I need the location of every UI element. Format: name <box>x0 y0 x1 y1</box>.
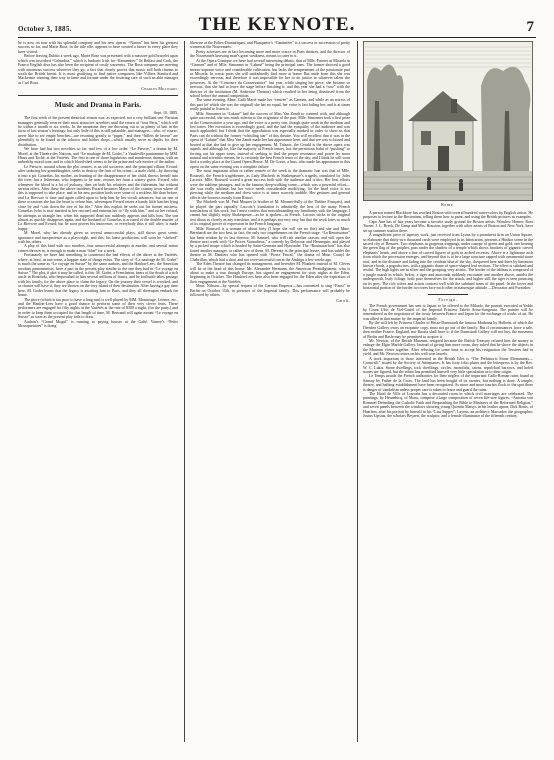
illustration-drawing <box>363 41 533 201</box>
divider <box>428 294 468 295</box>
paragraph: Mlle. Rousseil is a woman of about forty (I hope she will see no this) and she and Mme. Bernhardt are the two best, in fact, the only two tragediennes on the French stage. “La Renaissance” has been retaken by its last director, M. Samuel, who will risk another season, and will open the theatre next week with “Le Procès Vauradieux,” a comedy by Delacour and Hennequin, and played by a picked troupe which is headed by Saint-Germain and Hyacinthe. The “Bouinarachois” has also found another manager, or rather two of them. M. Derenty is the principal lessee, and has sublet the theatre to M. Daniiers who has opened with “Pierre Pascal,” the drama of Mme. Coutyl de Chabrillan, which had a short and not over-successful run at the Ambigu a few weeks ago. <box>190 225 350 262</box>
column-rule-2 <box>357 41 358 742</box>
paragraph: A person named Blackbore has reached Boston with several hundred water-colors by English artists. He proposes to lecture to the Bostonians, telling them how to paint, and using the British pictures as examples. <box>363 210 533 220</box>
paragraph: likewise at the Folies-Dramatiques, and Planquette’s “Cantinière” is a success or succession of pretty women at the Nouveautés. <box>190 41 350 50</box>
paragraph: The first week of the present theatrical season was, as expected, not a very brilliant one. Parisian managers generally reserve their most attractive novelties until the return of “tout Paris,” which will be within a month or six weeks. In the meantime they are throwing out to us plenty of bait in the form of last season’s leavings; but only little of this is still palatable, and managers—who, of course, never like to see empty benches—are resorting greatly to “paper,” and their “billets de faveur” are plentifully to be found in the tobacco and barber shops—which usually serve as depôts for their distribution. <box>18 115 178 147</box>
page-header <box>18 13 536 38</box>
paragraph: Mlle. Simonnet in “Lakmé” had the success of Miss Van Zandt to contend with, and although quite successful, she was much inferior to the originator of the part. Mlle. Simonnet took a first prize at the Conservatoire a year ago, and the voice is a pretty one, though quite weak in the medium and low tones. Her execution is exceedingly good, and she had the sympathy of the audience and was much applauded; but I think that the approbation was especially marked in order to show us that Paris can do without the former “whistling star” of this theatre. You will recollect that it was in the opera of “Lakmé” that Miss Van Zandt made her last appearance here, and that see was so hissed and hooted at that she had to give up her engagement. M. Talazac, the Gerald is the above opera was superb, and although he, like the majority of French tenors, has the pernicious habit of “pushing” or forcing out his upper tones, instead of seeking to find the proper resonance and power by more natural and scientific means, he is certainly the best French tenor of the day, and I think he will soon find a worthy place at the Grand Opera House. M. De Grave, a bass, who made his appearance in this opera on the same evening was a complete failure. <box>190 110 350 169</box>
paragraph: The French government has sent to Japan, to be offered to the Mikado, the portrait executed at Yeddo by Count Ulric de Viel-Castel of the Imperial Princess Takéto Arisu-Songoura. The painter will be remembered as the negotiator of the treaty between France and Japan for the exchange of works of art. He was allied in that matter by the imperial family. <box>363 302 533 321</box>
issue-date: October 3, 1885. <box>18 25 72 33</box>
paragraph: The most important affair or rather rentrée of the week in the dramatic line was that of Mlle. Rousseil, the French tragédienne, as Lady Macbeth in Shakespeare’s tragedy, translated by Jules Lacroix. Mlle. Rousseil scored a great success both with the audience and critics. Her best efforts were the sublime passages, and in the famous sleep-walking scene—which was a powerful effort—she was really sublime, but her voice needs considerable modifying, for the head voice is too piercing while the medium and chest voice is at times scarcely audible. Her gestures and general effects she borrows mostly from Ristori. <box>190 168 350 200</box>
masthead-title: THE KEYNOTE. <box>198 14 356 35</box>
paragraph: The Eden Theatre has changed its management, and hereafter M. Plunkett instead of M. Cléves will be at the head of this house. Mr. Alexandre Hermann, the American Prestidigitateur, who is about to make a tour through Europe, has signed an engagement for sixty nights at the Eden, beginning in October. The Hanlon-Lees have also been engaged for the Eden after the expiration of their engagement at the Variétés. <box>190 261 350 284</box>
paragraph: Pretty actresses are in fact becoming more and more scarce in Paris theatres, and the director of the Nouveautés knowing man’s great weakness, means to cater to it. <box>190 48 350 59</box>
paragraph: M. Morel, who has already given us several unsuccessful plays, still shows great scenic ignorance and inexperience as a playwright, and this, his latest production, will soon be “shelved” with his others. <box>18 230 178 245</box>
paragraph: We have had but two novelties so far, and few of a low order. “Le Pievrre,” a drama by M. Morel, at the Theatre des Nations, and “Le naufrage de M. Godet,” a Vaudeville pantomime by MM. Hinzs and Tochê, at the Variétés. The first is one of those lugubrious and murderous dramas, with an unhealthy moral tone, and in which blood-shed seems to be the prime and sole motive of the author. <box>18 146 178 165</box>
author-signature: Caroli. <box>336 298 350 304</box>
paragraph: Audran’s “Grand Mogul” is running to paying houses at the Gaîté. Varney’s “Petits Mousquetaires” is doing <box>18 318 178 329</box>
section-label: Home. <box>440 203 456 207</box>
paragraph: At the Opera Comique we have had several interesting débuts, that of Mlle. Patoret as Micaela in “Carmen” and of Mlle. Simonnet in “Lakmé” being the principal ones. The former showed a good mezzo-soprano voice and considerable cultivation, but lacks the temperament of the passionate part as Micaela. In comic parts she will undoubtedly find more at home. But aside from this she was exceedingly nervous, and therefore it was impossible for her to do justice to whatever talent she possesses. At the “Concours du Conservatoire” last year, while singing her piece, she became so nervous, that she had to leave the stage before finishing it; and this year she had a “row” with the director of the institution (M. Ambroise Thomas) which resulted in her being dismissed from the school before the annual competition. <box>190 57 350 99</box>
column-rule-1 <box>184 41 185 742</box>
illustration <box>363 41 533 201</box>
paragraph: The piece (which is too poor to have a long run) is well played by MM. Montrouge, Léonce, etc., and the Hanlon-Lees have a good chance to perform some of their very clever feats. These performers are engaged for fifty nights at the Variétés at the rate of $300 a night, (for the party,) and in order to keep them occupied for that length of time, M. Bertrand will again mount “Le voyage en Suisse” as soon as the present play fails to draw. <box>18 296 178 320</box>
paragraph: Before leaving Dublin a week ago, Marie Rose was presented with a massive gold bracelet upon which was inscribed “Columbia,” which is barbaric Irish for “Remember.” In Belfast and Cork, the Franco English diva has also been the recipient of costly souvenirs. The Rosa company are meeting with enormous success wherever they go, a fact that clearly proves that music still hath charms to sooth the British breast. It is most gratifying to find native composers like Villiers Stanford and Mackenzie winning their way to fame and fortune under the fostering care of such an able manager as Carl Rosa. <box>18 53 178 85</box>
paragraph: he is now on tour with his splendid company and his new operas. “Nanon” has been his greatest success so far, and Marie Rose, in the title rôle, appears to have created a furore in every place they have visited. <box>18 41 178 54</box>
paragraph: Capo Ann has of late years become a favorite study ground for Boston artists. Winslow Homer, Ross Turner, J. L. Breck, De Camp and Mrs. Houston, together with other artists of Boston and New York, have set up summer studios there. <box>363 218 533 233</box>
column-1 <box>18 41 178 742</box>
paragraph: The Hotel de Ville of Louvain has a decorated room in which civil marriages are celebrated. The paintings, by Hennebicq, of Mons, comprise a large composition of seven life-size figures, “Antonia von Rommel Defending the Catholic Faith and Bequeathing the Bible to Ministers of the Reformed Religion,” and seven panels between the windows showing young Quentin Matsys in his leather apron; Dirk Bouts, of Haarlem, after his portrait by himself in his “Last Supper”; Layens, an architect; Marcador; the geographer; Justus Lipsius, the scholars Beyaert, the sculptor, and a female illuminator of the fifteenth century. <box>363 391 533 419</box>
paragraph: A play of this kind with two murders, four unsuccessful attempts at murder, and several minor crimes thrown in, is enough to make a man “blue” for a week. <box>18 243 178 253</box>
paragraph: Mme. Nilsson—by special request of the German Emperor—has consented to sing “Faust” in Berlin on October 15th, in presence of the Imperial family. This performance will probably be followed by others. <box>190 283 350 298</box>
column-2 <box>190 41 350 742</box>
section-label: Foreign. <box>438 297 458 302</box>
paragraph: Fortunately we have had something to counteract the bad effects of the above at the Variétés, where, at least, in one sense, a happier state of things exists. The story of “Le naufrage de M. Godet” is much the same as “Le voyage en Suisse” by the same authors, and the Hanlon-Lees, the American acrobats pantomimists, have a part in the present play similar to the one they had in “Le voyage en Suisse.” The plot, if plot it may be called, is this: M. Godet, a Frenchman, hears of the death of a rich uncle in Honolulu, who bequeathed to him several millions of francs, and he forthwith takes passage with his family, for the above place to claim the legacy. On the journey their vessel is wrecked, and as chance will have it, they are thrown on the very island of their destination. After having a gay time here, M. Godet learns that the legacy is awaiting him in Paris, and they all thereupon embark for home. <box>18 252 178 298</box>
article-heading: Music and Drama in Paris. <box>54 100 142 110</box>
author-signature: Charles Millward. <box>141 86 178 92</box>
paragraph: Mr. Newton, of the British Museum, resigned because the British Treasury refused him the money to enlarge the Elgin Marble Gallery. Instead of giving him more room, they asked that he shove the objects in the Museum closer together. After refusing for some time to accept his resignation the Trustees had to yield, and Mr. Newton retires on his well won laurels. <box>363 337 533 357</box>
paragraph: A magnificent piece of tapestry work, just received from Lyons by a prominent firm on Union Square, so elaborate that thirty-two thousand cards were employed in its fabrication, presents a Hindoo scene in the sacred city of Benares. Two elephants in gorgeous trappings, under canopy of green and gold, one bearing the green flag of the prophet, pass under the shadow of a temple which shows brackets of gigantic carved elephants’ heads, and above a line of carved figures of gods in arched recesses. Above is a lightsome arch from which the procession emerges, and beyond that is to be a large structure capped with ornamental stone roof, and in the distance and fading into the cerulean blue of the sky, chequered here and there by luminous brown clouds, a pagoda rises, with a gigantic dome of space-shaped leaf sections. The effect is subdued and restful. The high lights are in silver and the grouping very artistic. The border of the tableau is composed of a jungle marsh in which, below, a tiger and anaconda suddenly encounter one another above, amidst the undergrowth, leafy foliage, both pose themselves for the attack, and higher still the tiger is seen pouncing on its prey. The rich colors and action contrast well with the subdued tones of the panel. In the lower and horizontal portion of the border two trees face each other in statuesque attitude.—Decorator and Furnisher. <box>363 232 533 291</box>
divider <box>18 95 178 96</box>
page-number: 7 <box>526 19 534 35</box>
column-3 <box>363 41 533 742</box>
paragraph: Le Temps assails the French authorities for their neglect of the important Gallo-Roman ruins found at Sanxay by Father de la Croix. The land has been bought of its owners, but nothing is done. A temple, theatre, and bathing establishment have been recognized. As more and more tourists flock to the spot there is danger of vandalism unless proper care is taken to fence and guard the ruins. <box>363 373 533 392</box>
article-dateline: Sept. 10, 1885. <box>153 110 178 116</box>
paragraph: A work important to those interested in the British Isles is “The Prehistoric Stone Monuments—Cornwall,” issued by the Society of Antiquaries. It has forty folio plates and the letterpress is by the Rev. W. C. Lukis. Stone dwellings, rock dwellings, circles, monoliths, cairns, sepulchral barrows, and holed stones are figured, but the editor has permitted himself very little speculation as to their origin. <box>363 355 533 374</box>
paragraph: By the will left by Princess Charles of Hesse-Darmstadt the famous Madonna by Holbein, of which the Dresden Gallery owns an exquisite copy, must not go out of the family. But if circumstances force a sale, then neither France, England, nor Russia shall have it; if the Darmstadt Gallery will not buy, the museums of Berlin and Basle may be permitted to acquire it. <box>363 320 533 339</box>
paragraph: Le Piewrre, around whom the plot centres, is an old sorceress, and the principal villain; Evrard, after seducing her granddaughter, seeks to destroy the fruit of his crime—a male child—by throwing it into a pit. Gonzelas, his mother, on learning of the disappearance of her child, throws herself into the river, but a fisherman, who happens to be near, rescues her from a watery grave. Evrard, who whenever the blood is a lot of jealousy, then on both his relatives and the fisherman, but without serious effect. After these the above incidents Evrard becomes Mayor of the country town where all this is supposed to take place, and in his new position lords over some of a reckless life than before, and La Bievwre is time and again called upon to help him by her occult advances; but on one of these occasions she has the heart to refuse him, whereupon Evrard seizes a handy little hatchet lying close by and “cuts down the tree of his life.” After this exploit he seeks out his former mistress, Gonzelas (who is now married to her rescuer) and entreats her to “fly with him,” and on her refusal, he attempts to strangle her, when his supposed dead son suddenly appears and kills him. The son almost as quickly disappears again, and the husband of Gonzelas is accused of the double murder of La Bievwre and Evrard; but he soon proves his innocence, or everybody thus it still after; is made happy. <box>18 163 178 231</box>
paragraph: The same evening, Mme. Galli Marié made her “rentrée” as Carmen, and while as an actress of this part (of which she was the original) she has no equal, her voice is fast failing her, and is at times really painful to listen to. <box>190 97 350 112</box>
paragraph: The Macbeth was M. Paul Mounet (a brother of M. Mounet-Sully of the Théâtre Français), and he played the part capitally. Lacroix’s translation is admittedly the best of the many French translations of this work, but I must confess that notwithstanding my familiarity with the language, I cannot but slightly enjoy Shakespeare—as he is spoken—in French. Lacroix sticks to the original text about as closely as any translator, and it is perhaps not very easy but that the work loses so much of its original power of expression in the French language. <box>190 199 350 227</box>
